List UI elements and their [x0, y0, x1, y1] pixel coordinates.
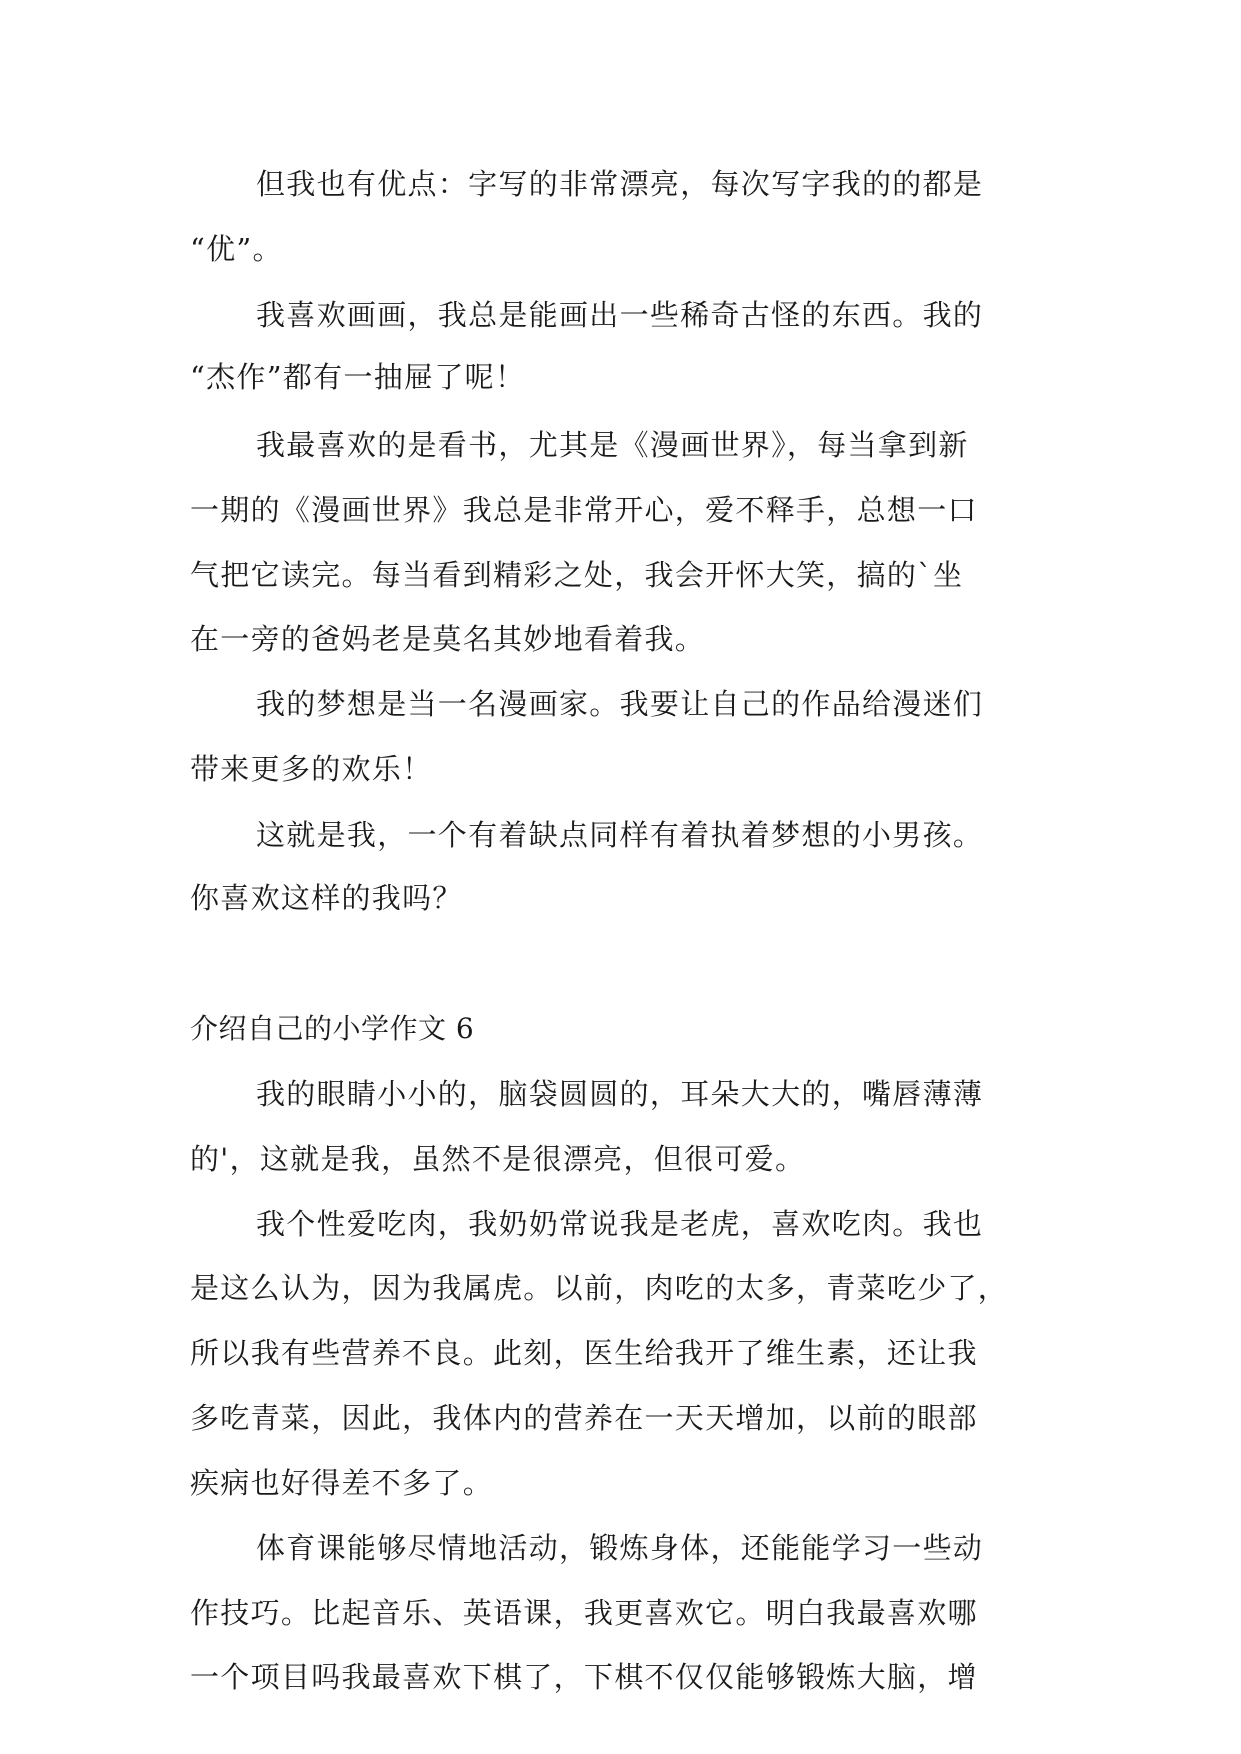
paragraph-line: 的'，这就是我，虽然不是很漂亮，但很可爱。: [190, 1142, 806, 1176]
paragraph-line: 这就是我，一个有着缺点同样有着执着梦想的小男孩。: [256, 818, 984, 852]
paragraph-line: 一期的《漫画世界》我总是非常开心，爱不释手，总想一口: [190, 493, 978, 527]
paragraph-line: 我的眼睛小小的，脑袋圆圆的，耳朵大大的，嘴唇薄薄: [256, 1077, 984, 1111]
section-heading: 介绍自己的小学作文 6: [190, 1012, 475, 1045]
paragraph-line: 你喜欢这样的我吗？: [190, 881, 463, 915]
paragraph-line: 所以我有些营养不良。此刻，医生给我开了维生素，还让我: [190, 1336, 978, 1370]
paragraph-line: 多吃青菜，因此，我体内的营养在一天天增加，以前的眼部: [190, 1401, 978, 1435]
paragraph-line: 我的梦想是当一名漫画家。我要让自己的作品给漫迷们: [256, 687, 984, 721]
paragraph-line: 作技巧。比起音乐、英语课，我更喜欢它。明白我最喜欢哪: [190, 1596, 978, 1630]
paragraph-line: 是这么认为，因为我属虎。以前，肉吃的太多，青菜吃少了，: [190, 1271, 1009, 1305]
paragraph-line: 我最喜欢的是看书，尤其是《漫画世界》，每当拿到新: [256, 428, 969, 462]
paragraph-line: 我个性爱吃肉，我奶奶常说我是老虎，喜欢吃肉。我也: [256, 1207, 984, 1241]
paragraph-line: 气把它读完。每当看到精彩之处，我会开怀大笑，搞的`坐: [190, 558, 964, 592]
paragraph-line: 疾病也好得差不多了。: [190, 1466, 494, 1500]
paragraph-line: 我喜欢画画，我总是能画出一些稀奇古怪的东西。我的: [256, 298, 984, 332]
paragraph-line: 但我也有优点：字写的非常漂亮，每次写字我的的都是: [256, 167, 984, 201]
paragraph-line: 在一旁的爸妈老是莫名其妙地看着我。: [190, 622, 706, 656]
paragraph-line: 体育课能够尽情地活动，锻炼身体，还能能学习一些动: [256, 1531, 984, 1565]
paragraph-line: 带来更多的欢乐！: [190, 752, 433, 786]
paragraph-line: “优”。: [190, 232, 283, 266]
paragraph-line: 一个项目吗我最喜欢下棋了，下棋不仅仅能够锻炼大脑，增: [190, 1660, 978, 1694]
paragraph-line: “杰作”都有一抽屉了呢！: [190, 360, 526, 394]
